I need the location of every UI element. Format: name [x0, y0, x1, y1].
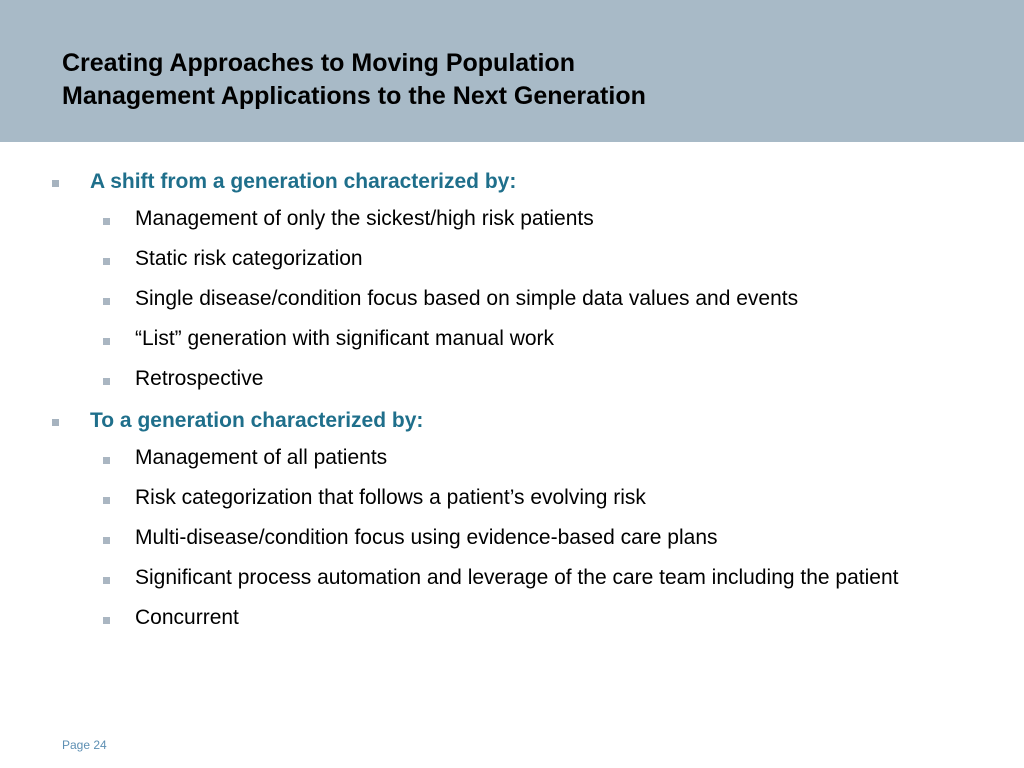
- square-bullet-icon: [103, 218, 110, 225]
- list-item: [135, 364, 965, 394]
- list-item: [135, 603, 965, 633]
- list-item-text: Static risk categorization: [135, 247, 363, 270]
- square-bullet-icon: [52, 419, 59, 426]
- section-heading: [90, 404, 950, 437]
- square-bullet-icon: [103, 258, 110, 265]
- square-bullet-icon: [103, 457, 110, 464]
- section-heading: [90, 165, 950, 198]
- slide-body: [0, 160, 1024, 643]
- square-bullet-icon: [52, 180, 59, 187]
- square-bullet-icon: [103, 338, 110, 345]
- section-heading-text: To a generation characterized by:: [90, 409, 424, 432]
- list-item: [135, 244, 965, 274]
- page-number: Page 24: [62, 738, 107, 752]
- list-item-text: “List” generation with significant manual work: [135, 327, 555, 350]
- square-bullet-icon: [103, 298, 110, 305]
- list-item-text: Single disease/condition focus based on simple data values and events: [135, 287, 799, 310]
- list-item: [135, 284, 965, 314]
- square-bullet-icon: [103, 617, 110, 624]
- square-bullet-icon: [103, 577, 110, 584]
- list-item: [135, 483, 965, 513]
- list-item: [135, 563, 965, 593]
- list-item-text: Management of only the sickest/high risk patients: [135, 207, 594, 230]
- list-item: [135, 204, 965, 234]
- title-band: [0, 0, 1024, 142]
- list-item: [135, 523, 965, 553]
- slide-title-line-2: Management Applications to the Next Generation: [62, 82, 646, 110]
- list-item-text: Retrospective: [135, 367, 264, 390]
- square-bullet-icon: [103, 378, 110, 385]
- square-bullet-icon: [103, 537, 110, 544]
- list-item-text: Management of all patients: [135, 446, 388, 469]
- list-item-text: Significant process automation and leverage of the care team including the patient: [135, 566, 899, 589]
- square-bullet-icon: [103, 497, 110, 504]
- list-item-text: Risk categorization that follows a patient’s evolving risk: [135, 486, 646, 509]
- list-item: [135, 443, 965, 473]
- slide-title: [62, 47, 962, 113]
- list-item-text: Multi-disease/condition focus using evidence-based care plans: [135, 526, 718, 549]
- list-item: [135, 324, 965, 354]
- list-item-text: Concurrent: [135, 606, 239, 629]
- slide-title-line-1: Creating Approaches to Moving Population: [62, 49, 575, 77]
- section-heading-text: A shift from a generation characterized by:: [90, 170, 517, 193]
